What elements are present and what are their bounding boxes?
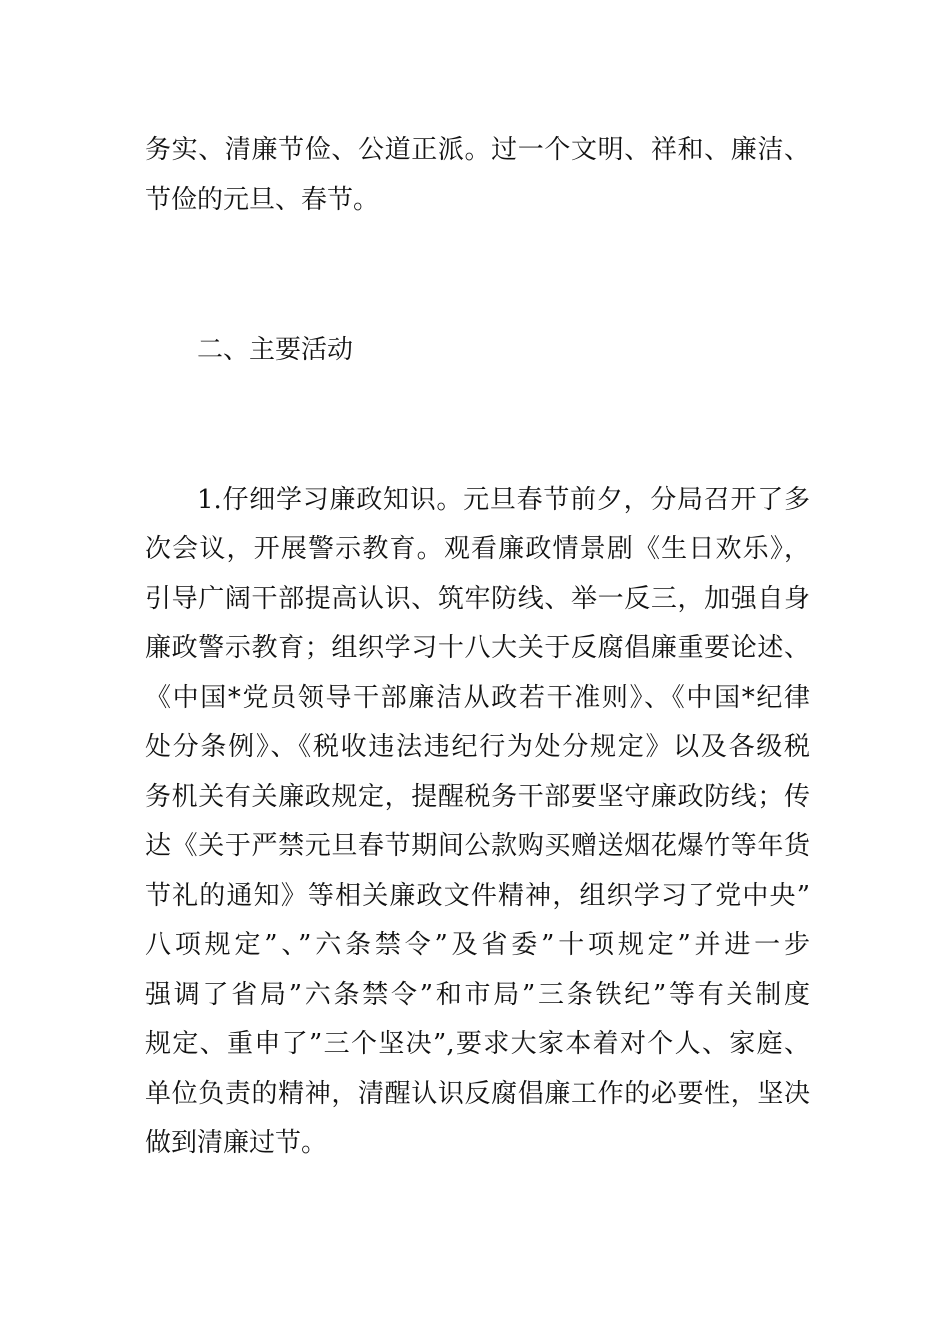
paragraph-line-5: 《中国*党员领导干部廉洁从政若干准则》、《中国*纪律 [145,683,810,713]
paragraph-line-10: 八项规定”、”六条禁令”及省委”十项规定”并进一步 [145,930,810,960]
paragraph-line-4: 廉政警示教育；组织学习十八大关于反腐倡廉重要论述、 [145,633,810,663]
paragraph-line-11: 强调了省局”六条禁令”和市局”三条铁纪”等有关制度 [145,980,810,1010]
paragraph-line-7: 务机关有关廉政规定，提醒税务干部要坚守廉政防线；传 [145,782,810,812]
section-heading: 二、主要活动 [197,335,354,365]
intro-line-2: 节俭的元旦、春节。 [145,185,380,215]
paragraph-line-12: 规定、重申了”三个坚决”,要求大家本着对个人、家庭、 [145,1029,810,1059]
paragraph-line-14: 做到清廉过节。 [145,1128,328,1158]
paragraph-line-8: 达《关于严禁元旦春节期间公款购买赠送烟花爆竹等年货 [145,831,810,861]
paragraph-line-13: 单位负责的精神，清醒认识反腐倡廉工作的必要性，坚决 [145,1079,810,1109]
paragraph-line-3: 引导广阔干部提高认识、筑牢防线、举一反三，加强自身 [145,584,810,614]
paragraph-line-1: 1.仔细学习廉政知识。元旦春节前夕，分局召开了多 [197,485,810,515]
paragraph-line-6: 处分条例》、《税收违法违纪行为处分规定》以及各级税 [145,732,810,762]
paragraph-line-9: 节礼的通知》等相关廉政文件精神，组织学习了党中央” [145,881,810,911]
paragraph-line-2: 次会议，开展警示教育。观看廉政情景剧《生日欢乐》， [145,534,810,564]
intro-line-1: 务实、清廉节俭、公道正派。过一个文明、祥和、廉洁、 [145,135,810,165]
